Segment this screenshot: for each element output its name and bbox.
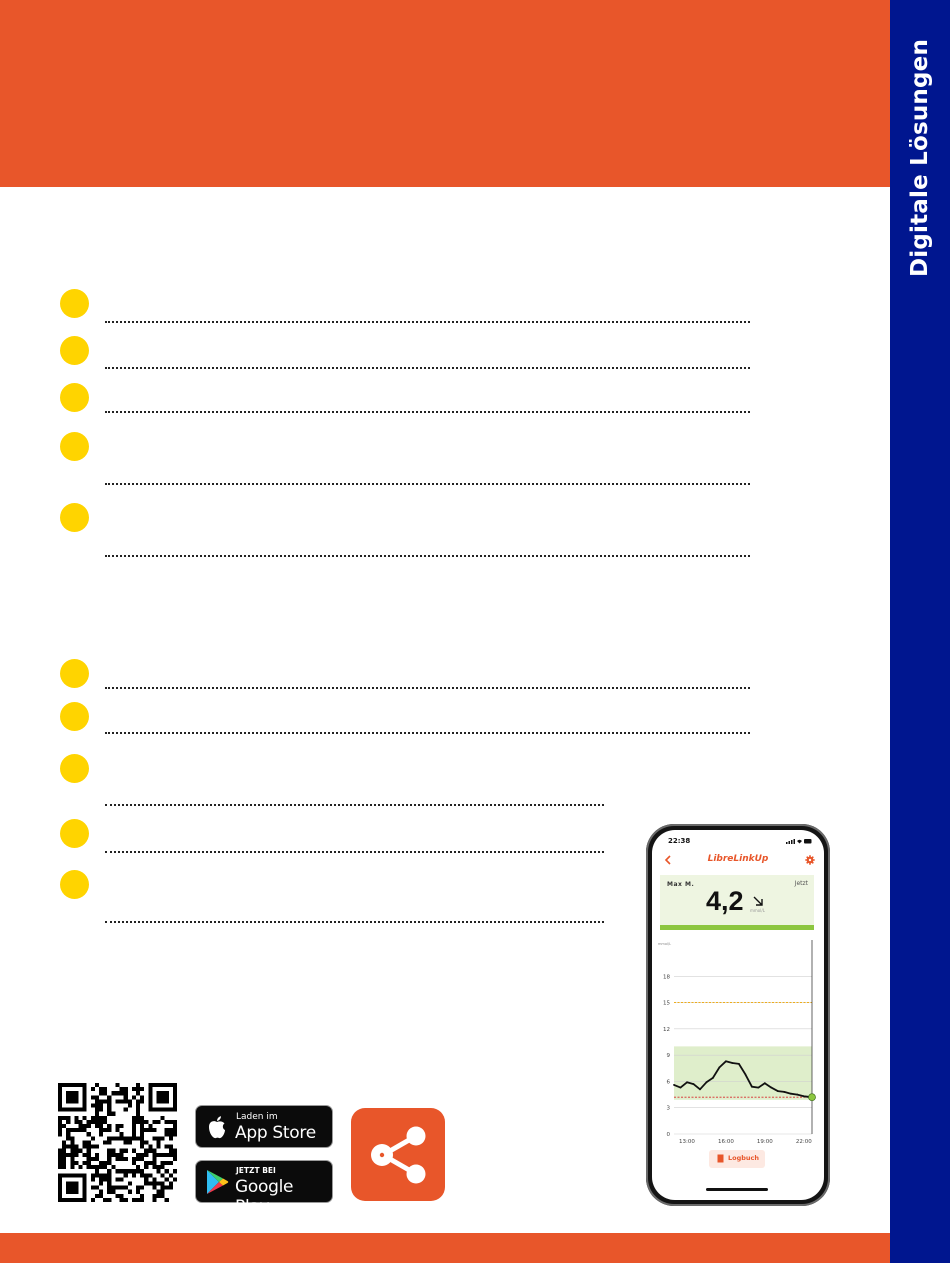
glucose-point	[725, 1060, 727, 1062]
glucose-reading-card	[660, 875, 814, 930]
share-button[interactable]	[351, 1108, 445, 1201]
bullet-point	[60, 870, 89, 899]
dotted-line	[105, 483, 750, 485]
bullet-point	[60, 289, 89, 318]
share-icon	[351, 1108, 445, 1201]
home-indicator	[706, 1188, 768, 1191]
glucose-point	[770, 1087, 772, 1089]
glucose-point	[699, 1088, 701, 1090]
apple-icon	[206, 1115, 228, 1140]
status-icons	[786, 838, 812, 844]
glucose-point	[803, 1095, 805, 1097]
glucose-point	[686, 1081, 688, 1083]
current-reading-marker	[809, 1094, 816, 1101]
app-store-badge[interactable]	[195, 1105, 333, 1148]
footer-band	[0, 1233, 890, 1263]
glucose-point	[777, 1090, 779, 1092]
bullet-point	[60, 819, 89, 848]
phone-screen	[652, 830, 824, 1200]
glucose-point	[751, 1086, 753, 1088]
dotted-line	[105, 411, 750, 413]
dotted-line	[105, 804, 604, 806]
now-label: Jetzt	[794, 880, 808, 887]
glucose-point	[680, 1087, 682, 1089]
dotted-line	[105, 687, 750, 689]
dotted-line	[105, 851, 604, 853]
logbook-label: Logbuch	[728, 1154, 760, 1162]
y-tick-label: 9	[666, 1053, 670, 1060]
glucose-point	[783, 1091, 785, 1093]
dotted-line	[105, 921, 604, 923]
chart-y-unit: mmol/L	[658, 942, 672, 946]
logbook-icon	[717, 1154, 724, 1163]
google-play-icon	[205, 1169, 229, 1195]
app-store-small-label: Laden im	[236, 1112, 278, 1122]
google-play-label: Google Play	[235, 1177, 294, 1217]
header-band	[0, 0, 890, 187]
glucose-point	[732, 1062, 734, 1064]
dotted-line	[105, 367, 750, 369]
y-tick-label: 15	[663, 1000, 670, 1007]
glucose-chart	[656, 938, 822, 1156]
glucose-point	[764, 1082, 766, 1084]
glucose-point	[719, 1067, 721, 1069]
glucose-point	[757, 1087, 759, 1089]
glucose-point	[693, 1083, 695, 1085]
bullet-point	[60, 336, 89, 365]
bullet-point	[60, 659, 89, 688]
x-tick-label: 22:00	[795, 1139, 812, 1145]
bullet-point	[60, 754, 89, 783]
glucose-point	[790, 1093, 792, 1095]
bullet-point	[60, 503, 89, 532]
bullet-point	[60, 383, 89, 412]
y-tick-label: 0	[666, 1132, 670, 1138]
dotted-line	[105, 732, 750, 734]
status-time: 22:38	[668, 837, 691, 845]
qr-code[interactable]	[58, 1083, 177, 1202]
settings-gear-icon[interactable]	[805, 855, 815, 865]
arrow-down-right-icon	[752, 895, 764, 907]
logbook-button[interactable]	[709, 1150, 765, 1168]
google-play-small-label: JETZT BEI	[236, 1166, 276, 1175]
y-tick-label: 12	[663, 1026, 670, 1033]
glucose-point	[744, 1074, 746, 1076]
glucose-point	[738, 1063, 740, 1065]
x-tick-label: 19:00	[756, 1139, 773, 1145]
patient-name: Max M.	[667, 881, 695, 888]
y-tick-label: 3	[666, 1105, 670, 1112]
y-tick-label: 6	[666, 1079, 670, 1086]
target-range-band	[674, 1046, 812, 1099]
sidebar-title: Digitale Lösungen	[907, 38, 933, 278]
glucose-point	[796, 1094, 798, 1096]
glucose-value: 4,2	[706, 886, 744, 916]
glucose-point	[712, 1077, 714, 1079]
phone-mockup	[646, 824, 830, 1206]
google-play-badge[interactable]	[195, 1160, 333, 1217]
dotted-line	[105, 321, 750, 323]
y-tick-label: 18	[663, 974, 670, 981]
x-tick-label: 16:00	[717, 1139, 734, 1145]
bullet-point	[60, 432, 89, 461]
app-title: LibreLinkUp	[707, 854, 769, 864]
x-tick-label: 13:00	[679, 1139, 695, 1145]
glucose-point	[673, 1084, 675, 1086]
glucose-point	[706, 1081, 708, 1083]
unit-label: mmol/L	[750, 908, 765, 913]
app-store-label: App Store	[235, 1123, 316, 1143]
bullet-point	[60, 702, 89, 731]
dotted-line	[105, 555, 750, 557]
